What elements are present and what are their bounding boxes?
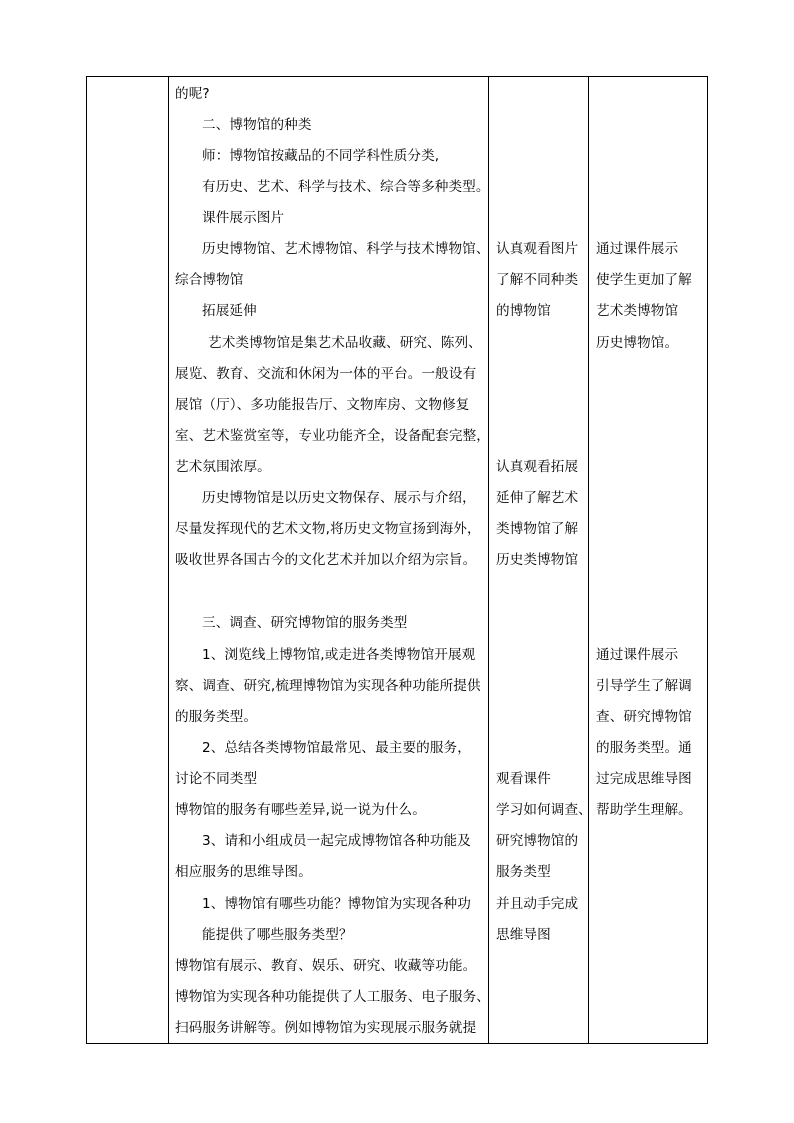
text-line: 思维导图 — [496, 927, 551, 943]
text-line: 学习如何调查、 — [496, 802, 592, 818]
text-line: 帮助学生理解。 — [596, 802, 692, 818]
text-line: 2、总结各类博物馆最常见、最主要的服务， — [202, 740, 471, 756]
text-line: 尽量发挥现代的艺术文物,将历史文物宣扬到海外， — [175, 521, 481, 537]
text-line: 1、浏览线上博物馆,或走进各类博物馆开展观 — [202, 647, 476, 663]
text-line: 能提供了哪些服务类型？ — [202, 927, 353, 943]
text-line: 3、请和小组成员一起完成博物馆各种功能及 — [202, 833, 471, 849]
text-line: 相应服务的思维导图。 — [175, 864, 312, 880]
text-line: 了解不同种类 — [496, 272, 579, 288]
text-line: 综合博物馆 — [175, 272, 244, 288]
text-line: 有历史、艺术、科学与技术、综合等多种类型。 — [202, 179, 490, 195]
text-line: 博物馆的服务有哪些差异,说一说为什么。 — [175, 802, 426, 818]
text-line: 课件展示图片 — [202, 210, 285, 226]
section-heading: 二、博物馆的种类 — [202, 117, 312, 133]
text-line: 展馆（厅）、多功能报告厅、文物库房、文物修复 — [175, 397, 470, 413]
text-line: 的服务类型。通 — [596, 740, 692, 756]
column-divider-2 — [488, 76, 489, 1044]
text-line: 室、艺术鉴赏室等，专业功能齐全，设备配套完整， — [175, 428, 490, 444]
text-line: 艺术类博物馆 — [596, 303, 679, 319]
text-line: 研究博物馆的 — [496, 833, 579, 849]
text-line: 扫码服务讲解等。例如博物馆为实现展示服务就提 — [175, 1020, 477, 1036]
text-line: 使学生更加了解 — [596, 272, 692, 288]
text-line: 拓展延伸 — [202, 303, 257, 319]
text-line: 查、研究博物馆 — [596, 709, 692, 725]
section-heading: 三、调查、研究博物馆的服务类型 — [202, 615, 408, 631]
text-line: 吸收世界各国古今的文化艺术并加以介绍为宗旨。 — [175, 552, 477, 568]
text-line: 历史博物馆是以历史文物保存、展示与介绍， — [202, 490, 476, 506]
text-line: 延伸了解艺术 — [496, 490, 579, 506]
text-line: 类博物馆了解 — [496, 521, 579, 537]
text-line: 历史类博物馆 — [496, 552, 579, 568]
text-line: 博物馆有展示、教育、娱乐、研究、收藏等功能。 — [175, 958, 477, 974]
text-line: 察、调查、研究,梳理博物馆为实现各种功能所提供 — [175, 678, 481, 694]
text-line: 的呢? — [175, 86, 210, 102]
text-line: 展览、教育、交流和休闲为一体的平台。一般设有 — [175, 366, 477, 382]
text-line: 通过课件展示 — [596, 241, 679, 257]
text-line: 并且动手完成 — [496, 896, 579, 912]
text-line: 历史博物馆、艺术博物馆、科学与技术博物馆、 — [202, 241, 490, 257]
text-line: 的博物馆 — [496, 303, 551, 319]
text-line: 艺术氛围浓厚。 — [175, 459, 271, 475]
text-line: 过完成思维导图 — [596, 771, 692, 787]
column-divider-1 — [168, 76, 169, 1044]
text-line: 引导学生了解调 — [596, 678, 692, 694]
text-line: 师：博物馆按藏品的不同学科性质分类, — [202, 148, 440, 164]
text-line: 观看课件 — [496, 771, 551, 787]
text-line: 认真观看拓展 — [496, 459, 579, 475]
text-line: 认真观看图片 — [496, 241, 579, 257]
text-line: 通过课件展示 — [596, 647, 679, 663]
text-line: 1、博物馆有哪些功能？博物馆为实现各种功 — [202, 896, 471, 912]
text-line: 历史博物馆。 — [596, 335, 679, 351]
text-line: 艺术类博物馆是集艺术品收藏、研究、陈列、 — [208, 335, 482, 351]
text-line: 服务类型 — [496, 864, 551, 880]
text-line: 博物馆为实现各种功能提供了人工服务、电子服务、 — [175, 989, 490, 1005]
text-line: 讨论不同类型 — [175, 771, 258, 787]
text-line: 的服务类型。 — [175, 709, 258, 725]
column-divider-3 — [588, 76, 589, 1044]
